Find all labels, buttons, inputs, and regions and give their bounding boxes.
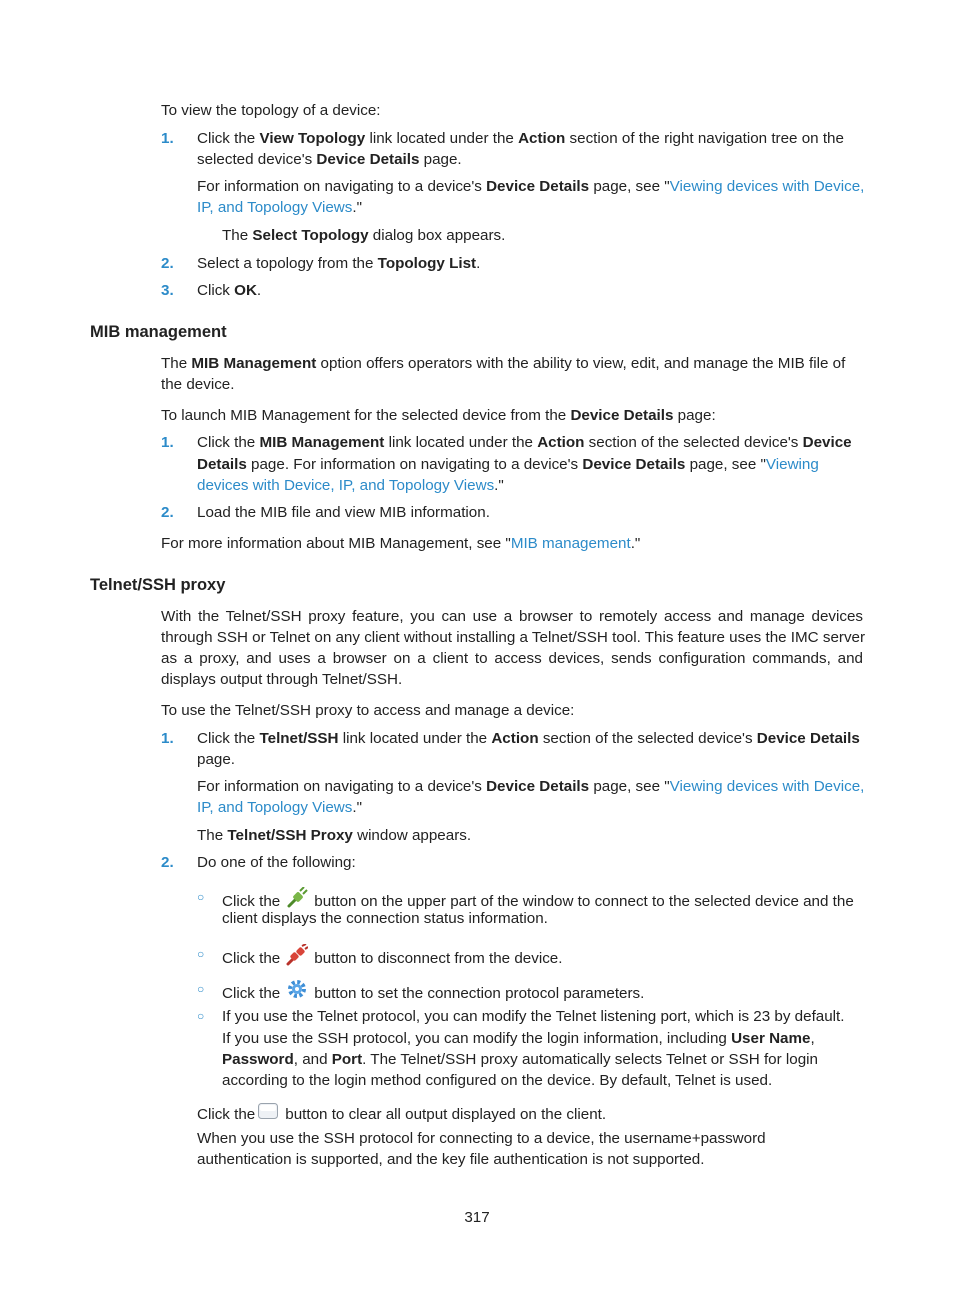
page-number: 317	[464, 1209, 490, 1226]
info-text: IP, and Topology Views."	[197, 199, 362, 216]
dialog-text: The Select Topology dialog box appears.	[222, 227, 506, 244]
note-text: When you use the SSH protocol for connecting to a device, the username+password	[197, 1130, 766, 1147]
paragraph: through SSH or Telnet on any client without installing a Telnet/SSH tool. This feature uses the IMC server	[161, 629, 866, 646]
step-number: 1.	[161, 730, 174, 747]
bullet-text: Click the button to set the connection protocol parameters.	[222, 979, 644, 1004]
section-heading-telnet: Telnet/SSH proxy	[90, 576, 226, 594]
step-text: Click the Telnet/SSH link located under the Action section of the selected device's Device Details	[197, 730, 860, 747]
bullet-marker: ○	[197, 982, 205, 996]
note-text: authentication is supported, and the key file authentication is not supported.	[197, 1151, 705, 1168]
viewing-devices-link[interactable]: Viewing	[765, 456, 819, 473]
viewing-devices-link[interactable]: IP, and Topology Views	[197, 199, 353, 216]
clear-text: Click the button to clear all output displayed on the client.	[197, 1100, 606, 1125]
topology-intro: To view the topology of a device:	[161, 102, 381, 119]
clear-output-icon	[257, 1100, 279, 1122]
viewing-devices-link[interactable]: Viewing devices with Device,	[669, 178, 865, 195]
info-text: IP, and Topology Views."	[197, 799, 362, 816]
step-text: Click the View Topology link located under the Action section of the right navigation tree on the	[197, 130, 844, 147]
bullet-text: Click the button on the upper part of the window to connect to the selected device and the	[222, 887, 854, 912]
step-number: 1.	[161, 130, 174, 147]
viewing-devices-link[interactable]: devices with Device, IP, and Topology Views	[197, 477, 495, 494]
step-text: Details page. For information on navigating to a device's Device Details page, see "Viewing	[197, 456, 819, 473]
step-number: 2.	[161, 504, 174, 521]
step-text: devices with Device, IP, and Topology Views."	[197, 477, 504, 494]
bullet-text: client displays the connection status information.	[222, 910, 548, 927]
step-text: page.	[197, 751, 236, 768]
connect-icon	[286, 887, 308, 909]
bullet-text: Click the button to disconnect from the device.	[222, 944, 562, 969]
step-number: 3.	[161, 282, 174, 299]
bullet-marker: ○	[197, 1009, 205, 1023]
bullet-text: according to the login method configured on the device. By default, Telnet is used.	[222, 1072, 773, 1089]
window-text: The Telnet/SSH Proxy window appears.	[197, 827, 472, 844]
paragraph: To use the Telnet/SSH proxy to access and manage a device:	[161, 702, 575, 719]
step-text: Load the MIB file and view MIB information.	[197, 504, 490, 521]
step-number: 1.	[161, 434, 174, 451]
disconnect-icon	[286, 944, 308, 966]
bullet-text: Password, and Port. The Telnet/SSH proxy automatically selects Telnet or SSH for login	[222, 1051, 818, 1068]
paragraph: as a proxy, and uses a browser on a client to access devices, sends configuration commands, and	[161, 650, 863, 667]
step-text: Click the MIB Management link located under the Action section of the selected device's Device	[197, 434, 852, 451]
viewing-devices-link[interactable]: Viewing devices with Device,	[669, 778, 865, 795]
bullet-marker: ○	[197, 947, 205, 961]
paragraph: With the Telnet/SSH proxy feature, you can use a browser to remotely access and manage devices	[161, 608, 863, 625]
mib-management-link[interactable]: MIB management	[510, 535, 631, 552]
step-text: Click OK.	[197, 282, 262, 299]
bullet-marker: ○	[197, 890, 205, 904]
step-text: selected device's Device Details page.	[197, 151, 462, 168]
bullet-text: If you use the Telnet protocol, you can modify the Telnet listening port, which is 23 by default.	[222, 1008, 845, 1025]
info-text: For information on navigating to a device's Device Details page, see "Viewing devices with Device,	[197, 178, 865, 195]
section-heading-mib: MIB management	[90, 323, 227, 341]
info-text: For information on navigating to a device's Device Details page, see "Viewing devices with Device,	[197, 778, 865, 795]
step-text: Do one of the following:	[197, 854, 356, 871]
viewing-devices-link[interactable]: IP, and Topology Views	[197, 799, 353, 816]
paragraph: To launch MIB Management for the selected device from the Device Details page:	[161, 407, 716, 424]
paragraph: The MIB Management option offers operators with the ability to view, edit, and manage the MIB file of	[161, 355, 846, 372]
step-text: Select a topology from the Topology List.	[197, 255, 481, 272]
paragraph: displays output through Telnet/SSH.	[161, 671, 403, 688]
bullet-text: If you use the SSH protocol, you can modify the login information, including User Name,	[222, 1030, 815, 1047]
step-number: 2.	[161, 255, 174, 272]
step-number: 2.	[161, 854, 174, 871]
paragraph: For more information about MIB Management, see "MIB management."	[161, 535, 641, 552]
settings-gear-icon	[286, 979, 308, 1001]
paragraph: the device.	[161, 376, 235, 393]
